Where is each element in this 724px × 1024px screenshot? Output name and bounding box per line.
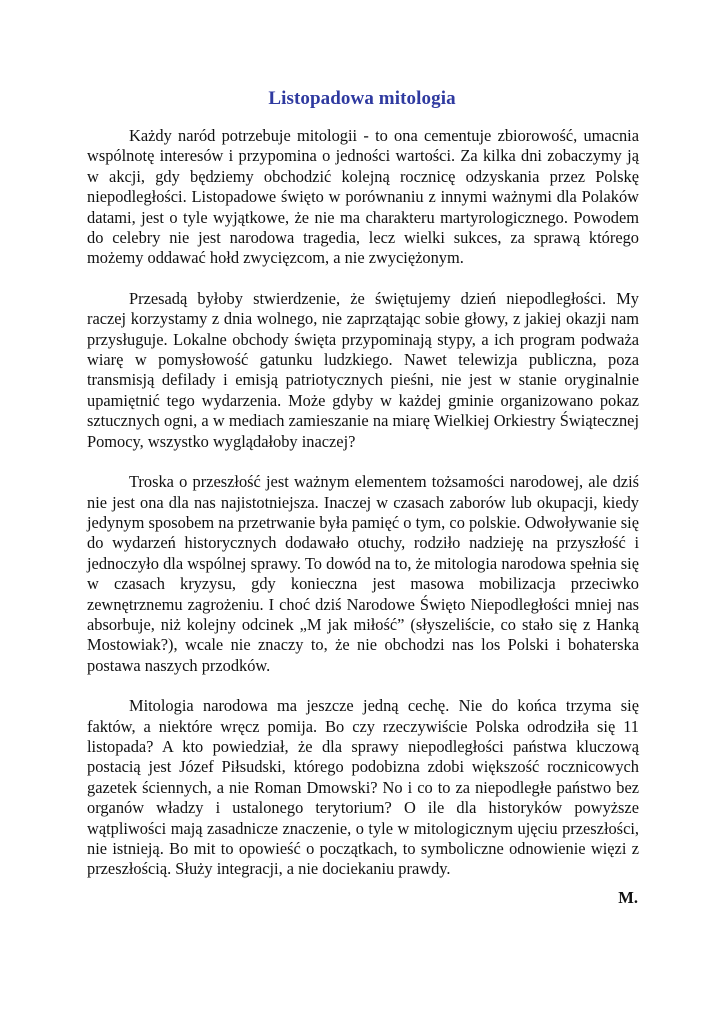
paragraph-4: Mitologia narodowa ma jeszcze jedną cechę. Nie do końca trzyma się faktów, a niektóre wręcz pomija. Bo czy rzeczywiście Polska odrodziła się 11 listopada? A kto powiedział, że dla sprawy niepodległości państwa kluczową postacią jest Józef Piłsudski, którego podobizna zdobi większość rocznicowych gazetek ściennych, a nie Roman Dmowski? No i co to za niepodległe państwo bez organów władzy i ustalonego terytorium? O ile dla historyków powyższe wątpliwości mają zasadnicze znaczenie, o tyle w mitologicznym ujęciu przeszłości, nie istnieją. Bo mit to opowieść o początkach, to symboliczne odnowienie więzi z przeszłością. Służy integracji, a nie dociekaniu prawdy. <box>87 696 639 879</box>
page-title: Listopadowa mitologia <box>268 88 456 109</box>
paragraph-3: Troska o przeszłość jest ważnym elementem tożsamości narodowej, ale dziś nie jest ona dla nas najistotniejsza. Inaczej w czasach zaborów lub okupacji, kiedy jedynym sposobem na przetrwanie była pamięć o tym, co polskie. Odwoływanie się do wydarzeń historycznych dodawało otuchy, rodziło nadzieję na przyszłość i jednoczyło dla wspólnej sprawy. To dowód na to, że mitologia narodowa spełnia się w czasach kryzysu, gdy konieczna jest masowa mobilizacja przeciwko zewnętrznemu zagrożeniu. I choć dziś Narodowe Święto Niepodległości mniej nas absorbuje, niż kolejny odcinek „M jak miłość” (słyszeliście, co stało się z Hanką Mostowiak?), wcale nie znaczy to, że nie obchodzi nas los Polski i bohaterska postawa naszych przodków. <box>87 472 639 675</box>
paragraph-2: Przesadą byłoby stwierdzenie, że świętujemy dzień niepodległości. My raczej korzystamy z dnia wolnego, nie zaprzątając sobie głowy, z jakiej okazji nam przysługuje. Lokalne obchody święta przypominają stypy, a ich program podważa wiarę w pomysłowość gatunku ludzkiego. Nawet telewizja publiczna, poza transmisją defilady i emisją patriotycznych pieśni, nie jest w stanie oryginalnie upamiętnić tego wydarzenia. Może gdyby w każdej gminie organizowano pokaz sztucznych ogni, a w mediach zamieszanie na miarę Wielkiej Orkiestry Świątecznej Pomocy, wszystko wyglądałoby inaczej? <box>87 288 639 451</box>
article-body <box>87 126 639 900</box>
paragraph-1: Każdy naród potrzebuje mitologii - to ona cementuje zbiorowość, umacnia wspólnotę interesów i przypomina o jedności wartości. Za kilka dni zobaczymy ją w akcji, gdy będziemy obchodzić kolejną rocznicę odzyskania przez Polskę niepodległości. Listopadowe święto w porównaniu z innymi ważnymi dla Polaków datami, jest o tyle wyjątkowe, że nie ma charakteru martyrologicznego. Powodem do celebry nie jest narodowa tragedia, lecz wielki sukces, za sprawą którego możemy oddawać hołd zwycięzcom, a nie zwyciężonym. <box>87 126 639 268</box>
author-signature: M. <box>618 888 638 907</box>
